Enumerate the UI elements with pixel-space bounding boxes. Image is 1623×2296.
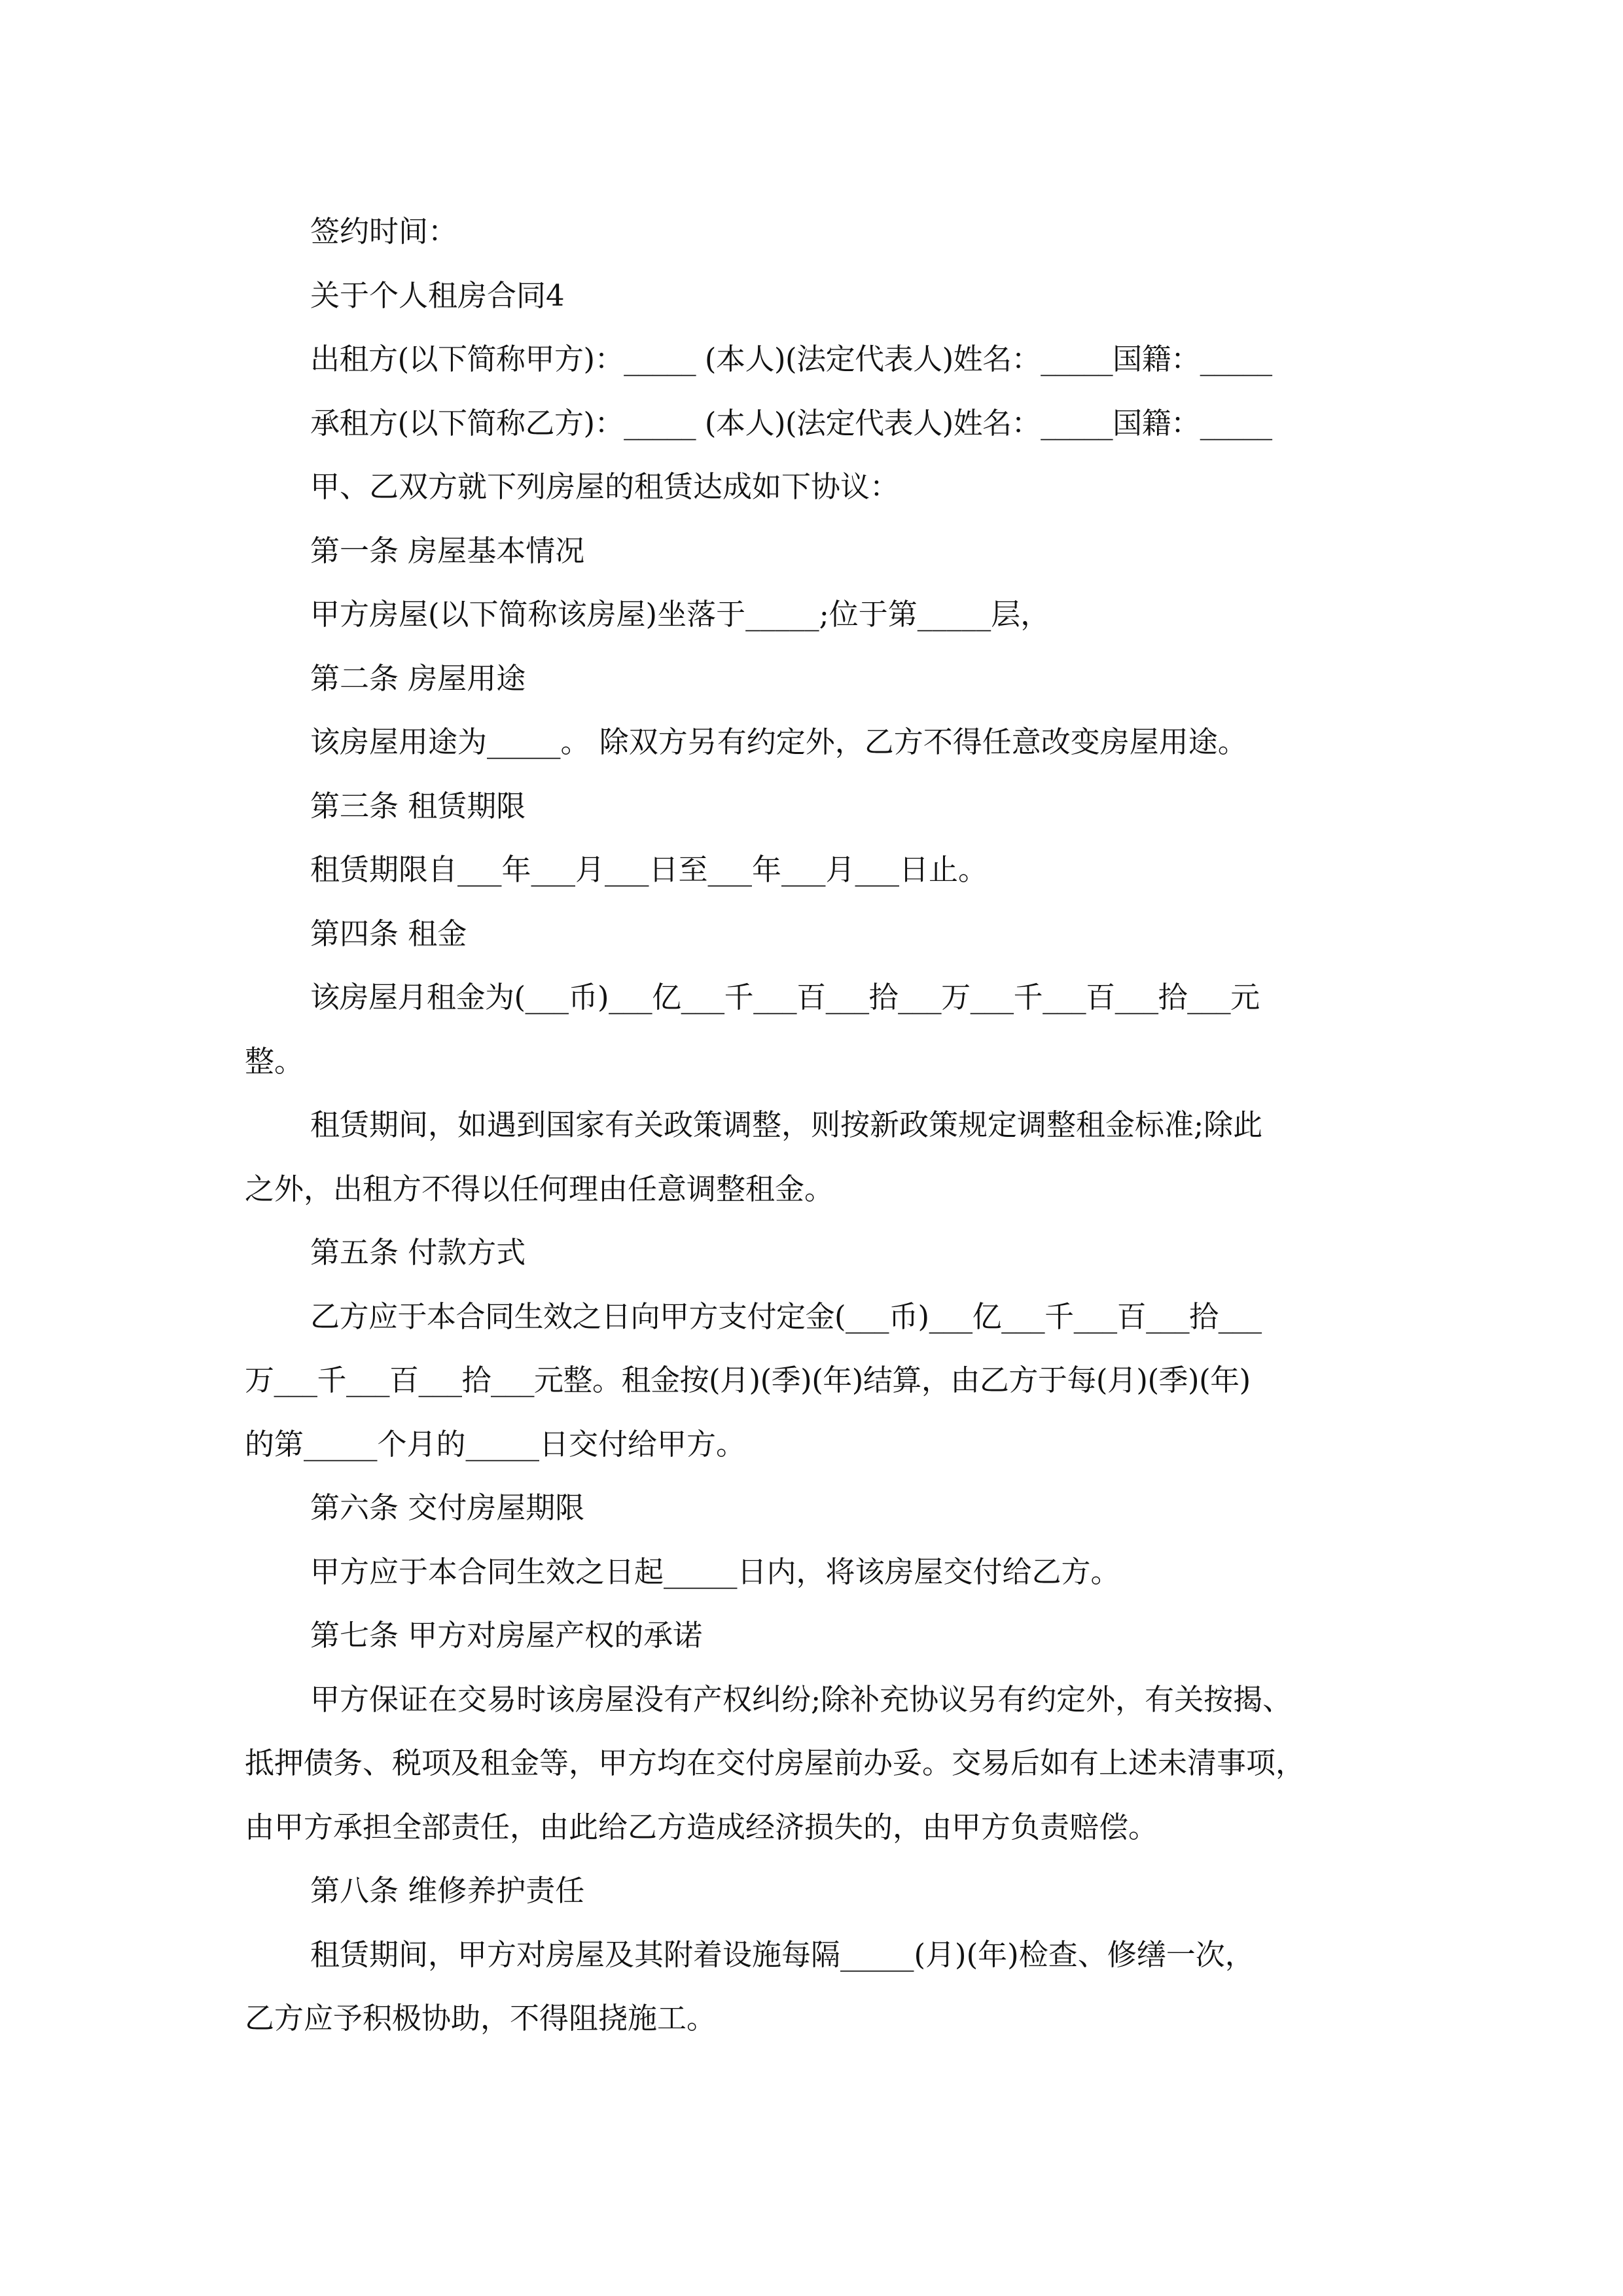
article-6-heading: 第六条 交付房屋期限 [310,1490,585,1525]
article-4-paragraph-2-line-2: 之外，出租方不得以任何理由任意调整租金。 [245,1171,834,1206]
article-4-paragraph-2-line-1: 租赁期间，如遇到国家有关政策调整，则按新政策规定调整租金标准;除此 [310,1107,1263,1142]
article-1-heading: 第一条 房屋基本情况 [310,533,585,568]
article-1-text: 甲方房屋(以下简称该房屋)坐落于_____;位于第_____层， [310,597,1050,632]
article-8-text-line-1: 租赁期间，甲方对房屋及其附着设施每隔_____(月)(年)检查、修缮一次， [310,1937,1255,1972]
article-7-text-line-2: 抵押债务、税项及租金等，甲方均在交付房屋前办妥。交易后如有上述未清事项， [245,1746,1306,1780]
article-7-text-line-1: 甲方保证在交易时该房屋没有产权纠纷;除补充协议另有约定外，有关按揭、 [310,1681,1293,1717]
article-5-text-line-2: 万___千___百___拾___元整。租金按(月)(季)(年)结算，由乙方于每(月)(季)(年) [245,1363,1251,1397]
lessee-line: 承租方(以下简称乙方)：_____ (本人)(法定代表人)姓名：_____国籍：_____ [310,405,1272,440]
article-8-heading: 第八条 维修养护责任 [310,1873,585,1908]
signing-time-line: 签约时间： [310,214,458,249]
article-8-text-line-2: 乙方应予积极协助，不得阻挠施工。 [245,2001,717,2036]
lessor-line: 出租方(以下简称甲方)：_____ (本人)(法定代表人)姓名：_____国籍：_____ [310,342,1272,376]
article-4-heading: 第四条 租金 [310,916,467,951]
contract-body [245,200,1380,2051]
article-6-text: 甲方应于本合同生效之日起_____日内，将该房屋交付给乙方。 [310,1554,1120,1589]
article-2-text: 该房屋用途为_____。 除双方另有约定外，乙方不得任意改变房屋用途。 [310,725,1247,759]
article-5-text-line-3: 的第_____个月的_____日交付给甲方。 [245,1426,746,1462]
article-5-heading: 第五条 付款方式 [310,1235,526,1270]
article-3-heading: 第三条 租赁期限 [310,788,526,823]
article-3-text: 租赁期限自___年___月___日至___年___月___日止。 [310,852,988,887]
article-2-heading: 第二条 房屋用途 [310,660,526,696]
article-5-text-line-1: 乙方应于本合同生效之日向甲方支付定金(___币)___亿___千___百___拾___ [310,1299,1262,1334]
article-7-heading: 第七条 甲方对房屋产权的承诺 [310,1618,703,1653]
article-4-text-line-2: 整。 [245,1043,304,1079]
article-4-text-line-1: 该房屋月租金为(___币)___亿___千___百___拾___万___千___百___拾___元 [310,980,1260,1014]
agreement-intro: 甲、乙双方就下列房屋的租赁达成如下协议： [310,469,900,504]
article-7-text-line-3: 由甲方承担全部责任，由此给乙方造成经济损失的，由甲方负责赔偿。 [245,1809,1158,1844]
contract-title: 关于个人租房合同4 [310,278,565,313]
